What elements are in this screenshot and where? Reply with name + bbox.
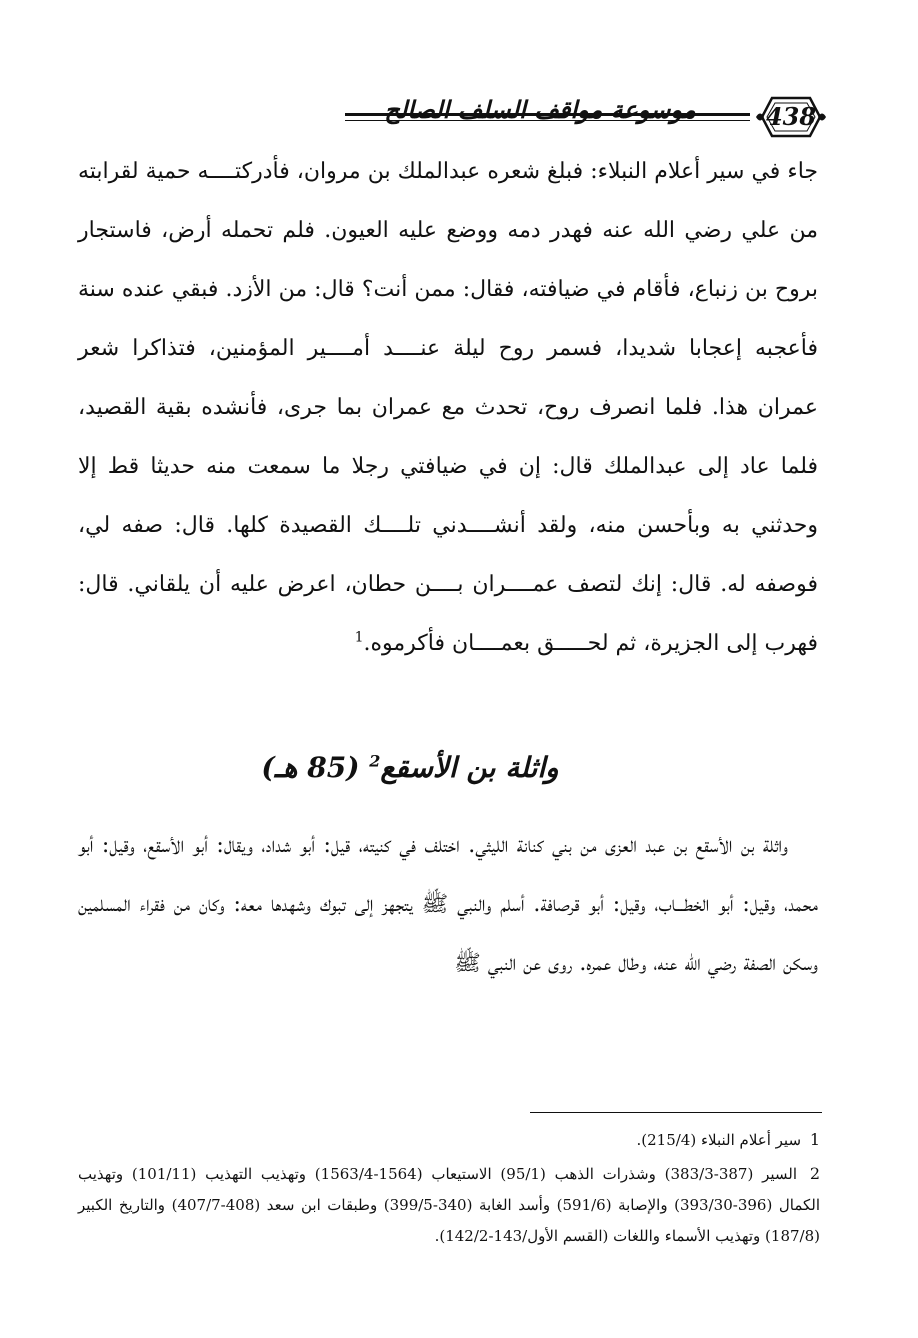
section-heading-date: (85 هـ): [261, 751, 360, 784]
page-number: 438: [765, 102, 817, 131]
section-heading-name: واثلة بن الأسقع: [380, 751, 559, 784]
paragraph-narration: [78, 142, 818, 673]
footnotes: [78, 1124, 820, 1254]
biography-paragraph: [78, 816, 818, 993]
running-title: موسوعة مواقف السلف الصالح: [384, 95, 696, 124]
page-header: [0, 0, 918, 150]
footnote-item: [78, 1124, 820, 1156]
footnote-item: [78, 1158, 820, 1252]
section-heading: [200, 738, 620, 798]
footnote-number: 2: [809, 1164, 821, 1183]
footnote-divider: [530, 1112, 822, 1113]
footnote-ref-2: 2: [369, 751, 381, 771]
paragraph-narration-text: جاء في سير أعلام النبلاء: فبلغ شعره عبدالملك بن مروان، فأدركتــــه حمية لقرابته من علي رضي الله عنه فهدر دمه ووضع عليه العيون. فلم تحمله أرض، فاستجار بروح بن زنباع، فأقام في ضيافته، فقال: ممن أنت؟ قال: من الأزد. فبقي عنده سنة فأعجبه إعجابا شديدا، فسمر روح ليلة عنــــد أمــــير المؤمنين، فتذاكرا شعر عمران هذا. فلما انصرف روح، تحدث مع عمران بما جرى، فأنشده بقية القصيد، فلما عاد إلى عبدالملك قال: إن في ضيافتي رجلا ما سمعت منه حديثا قط إلا وحدثني به وبأحسن منه، ولقد أنشــــدني تلــــك القصيدة كلها. قال: صفه لي، فوصفه له. قال: إنك لتصف عمــــران بــــن حطان، اعرض عليه أن يلقاني. قال: فهرب إلى الجزيرة، ثم لحـــــق بعمــــان فأكرموه.: [78, 159, 818, 656]
footnote-text: سير أعلام النبلاء (215/4).: [636, 1131, 802, 1149]
footnote-text: السير (387-383/3) وشذرات الذهب (95/1) الاستيعاب (1564-1563/4) وتهذيب التهذيب (101/11) وتهذيب الكمال (396-393/30) والإصابة (591/6) وأسد الغابة (340-399/5) وطبقات ابن سعد (408-407/7) والتاريخ الكبير (187/8) وتهذيب الأسماء واللغات (القسم الأول/143-142/2).: [78, 1165, 821, 1245]
footnote-ref-1: 1: [354, 629, 364, 646]
main-paragraph: [78, 142, 818, 673]
paragraph-biography: واثلة بن الأسقع بن عبد العزى من بني كنانة الليثي. اختلف في كنيته، قيل: أبو شداد، ويقال: أبو الأسقع، وقيل: أبو محمد، وقيل: أبو الخطـــاب، وقيل: أبو قرصافة. أسلم والنبي ﷺ يتجهز إلى تبوك وشهدها معه: وكان من فقراء المسلمين وسكن الصفة رضي الله عنه، وطال عمره. روى عن النبي ﷺ: [78, 833, 818, 976]
footnote-number: 1: [809, 1130, 820, 1149]
